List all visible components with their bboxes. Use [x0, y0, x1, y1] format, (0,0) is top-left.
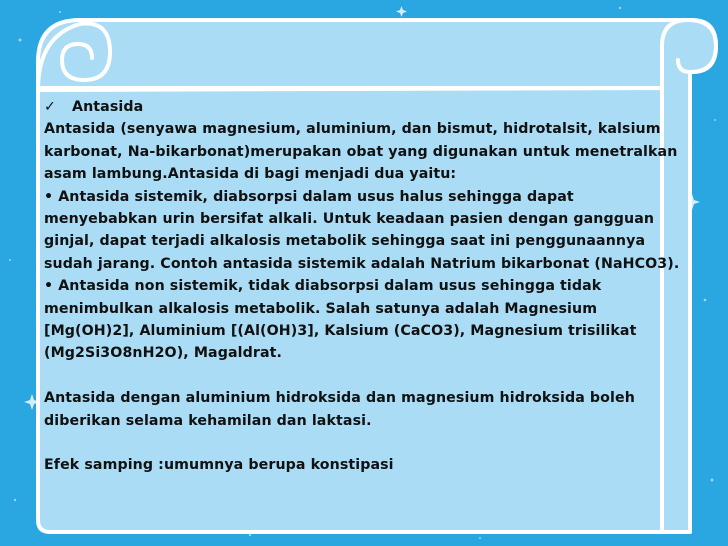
systemic-antacid-paragraph: • Antasida sistemik, diabsorpsi dalam usus halus sehingga dapat menyebabkan urin bersifat alkali. Untuk keadaan pasien dengan gangguan ginjal, dapat terjadi alkalosis metabolik sehingga saat ini penggunaannya sudah jarang. Contoh antasida sistemik adalah Natrium bikarbonat (NaHCO3). [44, 188, 680, 272]
heading-line [44, 96, 680, 118]
slide-heading: Antasida [72, 99, 144, 115]
intro-paragraph: Antasida (senyawa magnesium, aluminium, dan bismut, hidrotalsit, kalsium karbonat, Na-bikarbonat)merupakan obat yang digunakan untuk menetralkan asam lambung.Antasida di bagi menjadi dua yaitu: [44, 121, 678, 183]
checkmark-icon: ✓ [44, 99, 56, 115]
nonsystemic-antacid-paragraph: • Antasida non sistemik, tidak diabsorpsi dalam usus sehingga tidak menimbulkan alkalosis metabolik. Salah satunya adalah Magnesium [Mg(OH)2], Aluminium [(Al(OH)3], Kalsium (CaCO3), Magnesium trisilikat (Mg2Si3O8nH2O), Magaldrat. [44, 278, 637, 362]
spacer [44, 432, 680, 454]
slide-content [44, 96, 680, 477]
pregnancy-paragraph: Antasida dengan aluminium hidroksida dan magnesium hidroksida boleh diberikan selama kehamilan dan laktasi. [44, 390, 635, 429]
spacer [44, 365, 680, 387]
side-effects-paragraph: Efek samping :umumnya berupa konstipasi [44, 457, 394, 474]
